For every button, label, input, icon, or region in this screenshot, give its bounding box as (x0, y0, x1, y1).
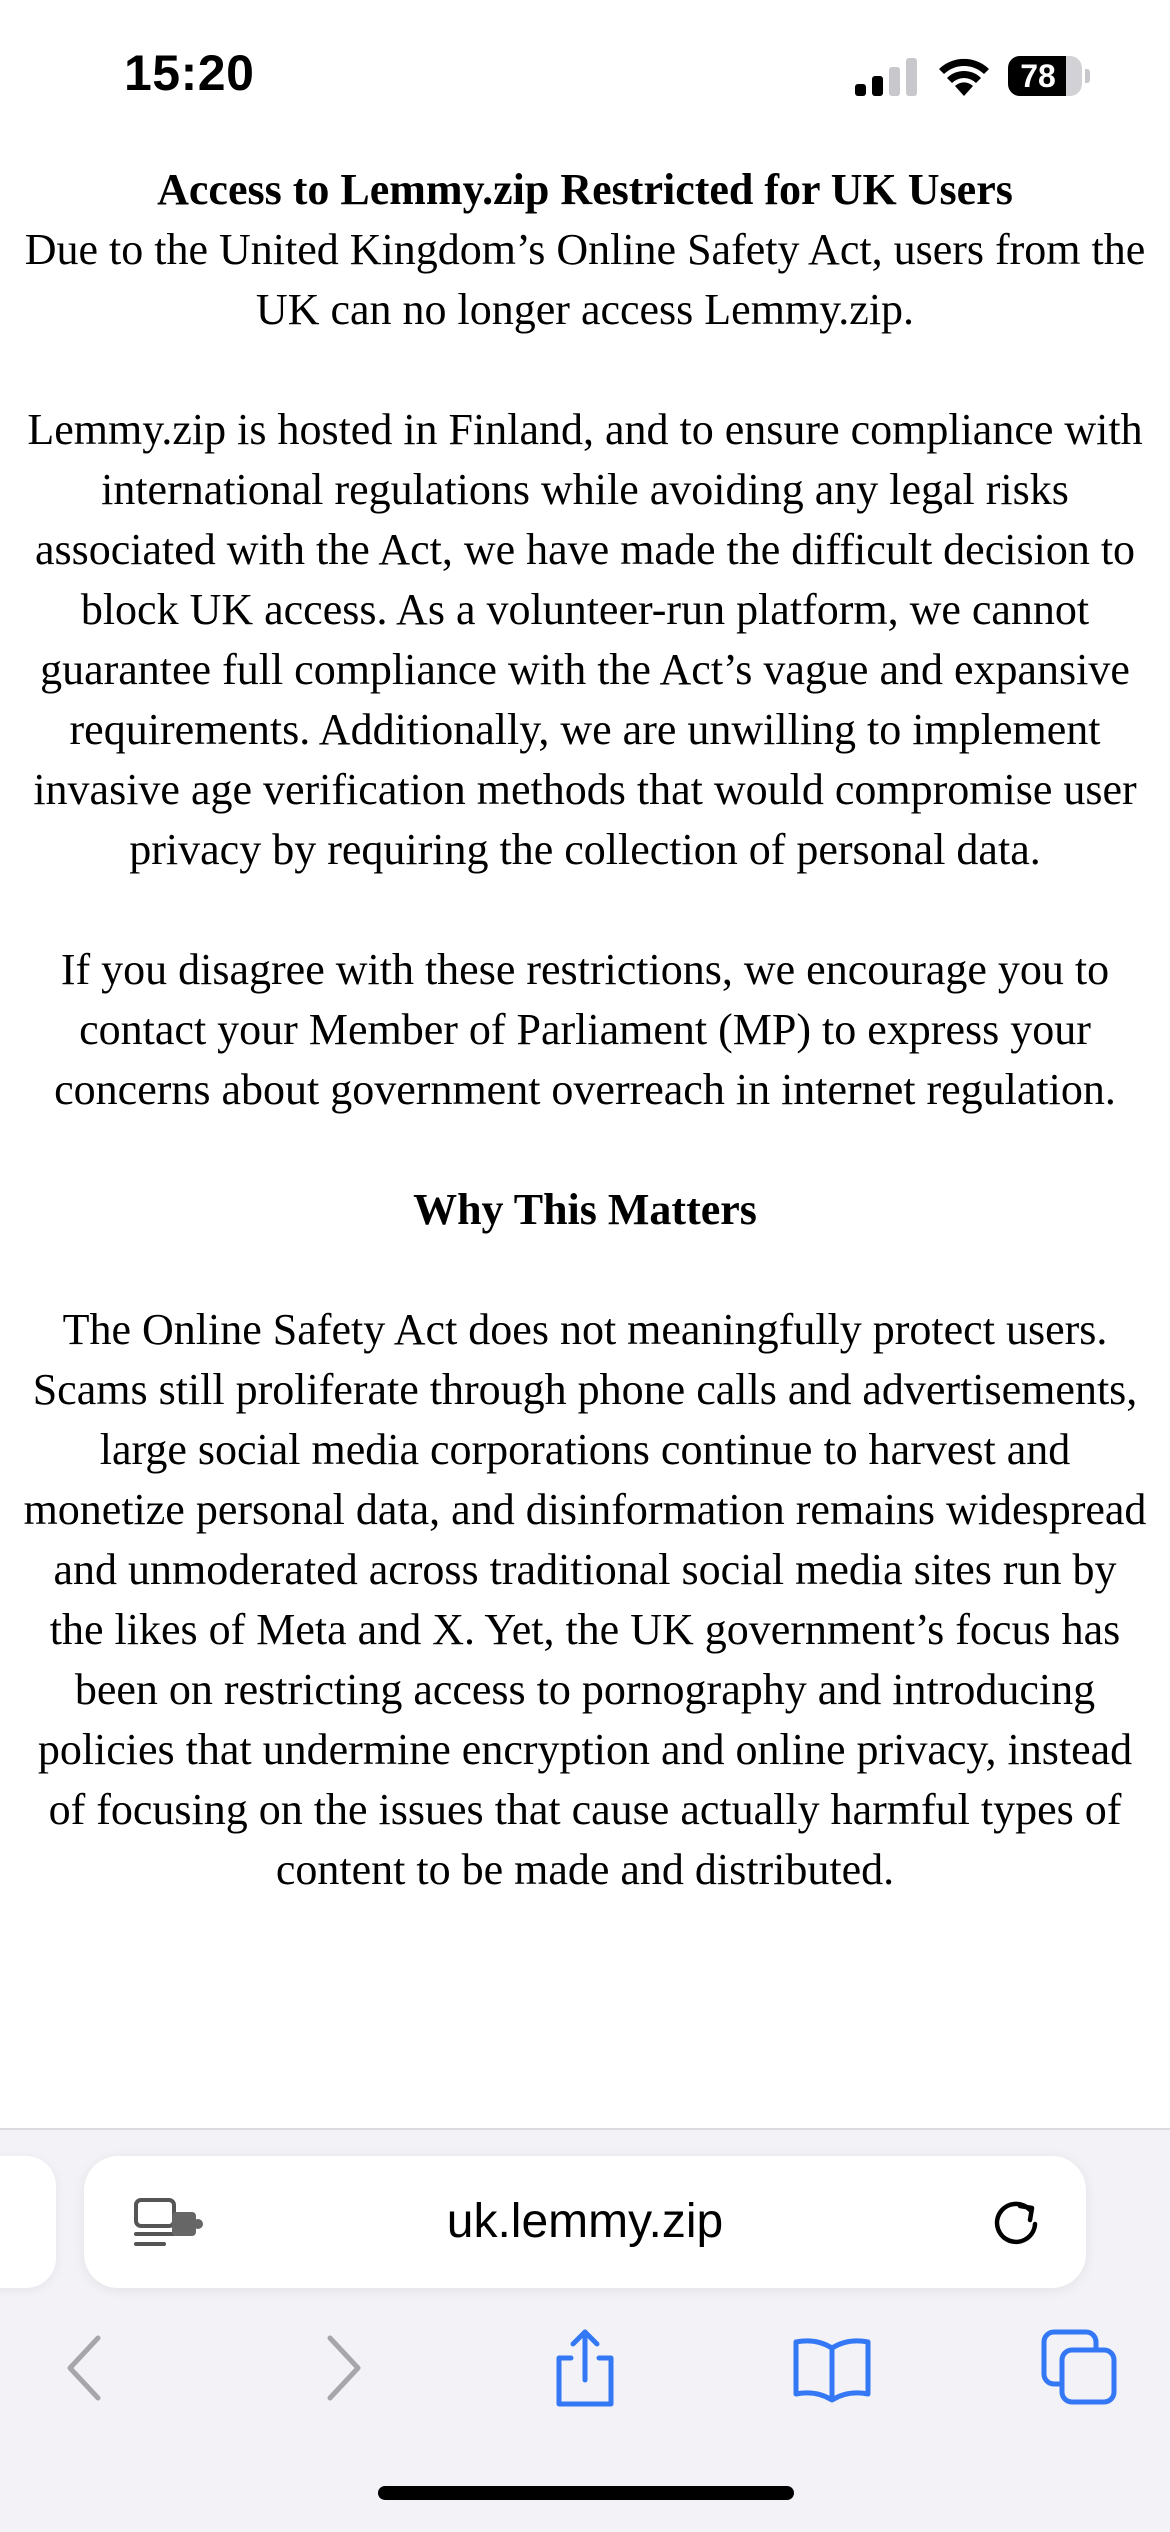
page-title: Access to Lemmy.zip Restricted for UK Users (157, 165, 1013, 214)
back-button[interactable] (48, 2328, 128, 2408)
wifi-icon (938, 56, 990, 96)
signal-icon (855, 58, 917, 96)
tabs-button[interactable] (1040, 2328, 1120, 2408)
hosting-paragraph: Lemmy.zip is hosted in Finland, and to ensure compliance with international regulations while avoiding any legal risks associated with the Act, we have made the difficult decision to block UK access. As a volunteer-run platform, we cannot guarantee full compliance with the Act’s vague and expansive requirements. Additionally, we are unwilling to implement invasive age verification methods that would compromise user privacy by requiring the collection of personal data. (27, 405, 1143, 874)
battery-level: 78 (1020, 58, 1056, 94)
reader-mode-icon[interactable] (134, 2198, 204, 2248)
bookmarks-button[interactable] (792, 2328, 872, 2408)
intro-paragraph: Due to the United Kingdom’s Online Safety Act, users from the UK can no longer access Lemmy.zip. (24, 225, 1146, 334)
reload-icon[interactable] (990, 2196, 1042, 2248)
status-bar (0, 0, 1170, 150)
extension-icon (172, 2212, 203, 2236)
previous-tab-card[interactable] (0, 2156, 56, 2288)
article (22, 160, 1148, 1900)
url-display[interactable]: uk.lemmy.zip (446, 2195, 724, 2248)
address-bar[interactable] (84, 2156, 1086, 2288)
home-indicator[interactable] (378, 2486, 794, 2500)
share-button[interactable] (545, 2328, 625, 2408)
status-time: 15:20 (124, 45, 255, 101)
battery-icon (1008, 56, 1088, 96)
browser-toolbar (0, 2128, 1170, 2532)
section-heading: Why This Matters (413, 1185, 757, 1234)
contact-mp-paragraph: If you disagree with these restrictions, we encourage you to contact your Member of Parliament (MP) to express your concerns about government overreach in internet regulation. (54, 945, 1116, 1114)
forward-button[interactable] (300, 2328, 380, 2408)
why-matters-paragraph: The Online Safety Act does not meaningfully protect users. Scams still proliferate through phone calls and advertisements, large social media corporations continue to harvest and monetize personal data, and disinformation remains widespread and unmoderated across traditional social media sites run by the likes of Meta and X. Yet, the UK government’s focus has been on restricting access to pornography and introducing policies that undermine encryption and online privacy, instead of focusing on the issues that cause actually harmful types of content to be made and distributed. (23, 1305, 1147, 1894)
